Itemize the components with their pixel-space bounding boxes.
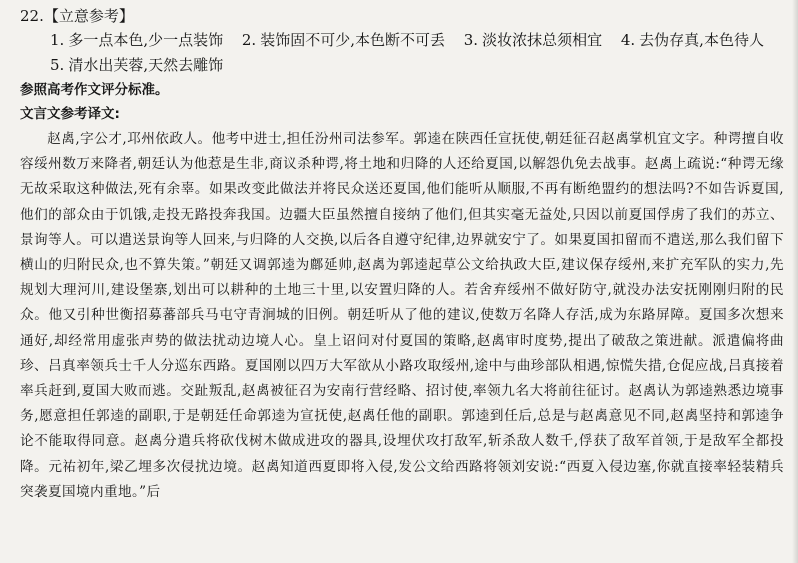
option-item: 1. 多一点本色,少一点装饰: [50, 31, 224, 49]
option-item: 2. 装饰固不可少,本色断不可丢: [241, 31, 445, 49]
reference-note: 参照高考作文评分标准。: [20, 82, 169, 98]
translation-heading: 文言文参考译文:: [20, 106, 120, 122]
option-item: 3. 淡妆浓抹总须相宜: [463, 31, 603, 49]
question-number: 22.: [20, 7, 44, 25]
options-row-1: [50, 28, 788, 53]
options-row-2: [50, 53, 788, 78]
question-heading: [20, 4, 788, 28]
translation-paragraph: 赵禼,字公才,邛州依政人。他考中进士,担任汾州司法参军。郭逵在陕西任宣抚使,朝廷征召赵禼掌机宜文字。种谔擅自收容绥州数万来降者,朝廷认为他惹是生非,商议杀种谔,将土地和归降的人还给夏国,以解怨仇免去战事。赵禼上疏说:“种谔无缘无故采取这种做法,死有余辜。如果改变此做法并将民众送还夏国,他们能听从顺服,不再有断绝盟约的想法吗?不如告诉夏国,他们的部众由于饥饿,走投无路投奔我国。边疆大臣虽然擅自接纳了他们,但其实毫无益处,只因以前夏国俘虏了我们的苏立、景询等人。可以遣送景询等人回来,与归降的人交换,以后各自遵守纪律,边界就安宁了。如果夏国扣留而不遣送,那么我们留下横山的归附民众,也不算失策。”朝廷又调郭逵为鄜延帅,赵禼为郭逵起草公文给执政大臣,建议保存绥州,来扩充军队的实力,先规划大理河川,建设堡寨,划出可以耕种的土地三十里,以安置归降的人。若舍弃绥州不做好防守,就没办法安抚刚刚归附的民众。他又引种世衡招募蕃部兵马屯守青涧城的旧例。朝廷听从了他的建议,使数万名降人存活,成为东路屏障。夏国多次想来通好,却经常用虚张声势的做法扰动边境人心。皇上诏问对付夏国的策略,赵禼审时度势,提出了破敌之策进献。派遣偏将曲珍、吕真率领兵士千人分巡东西路。夏国刚以四万大军欲从小路攻取绥州,途中与曲珍部队相遇,惊慌失措,仓促应战,吕真接着率兵赶到,夏国大败而逃。交趾叛乱,赵禼被征召为安南行营经略、招讨使,率领九名大将前往征讨。赵禼认为郭逵熟悉边境事务,愿意担任郭逵的副职,于是朝廷任命郭逵为宣抚使,赵禼任他的副职。郭逵到任后,总是与赵禼意见不同,赵禼坚持和郭逵争论不能取得同意。赵禼分遣兵将砍伐树木做成进攻的器具,设埋伏攻打敌军,斩杀敌人数千,俘获了敌军首领,于是敌军全都投降。元祐初年,梁乙埋多次侵扰边境。赵禼知道西夏即将入侵,发公文给西路将领刘安说:“西夏入侵边塞,你就直接率轻装精兵突袭夏国境内重地。”后: [20, 131, 784, 500]
option-item: 5. 清水出芙蓉,天然去雕饰: [50, 56, 224, 74]
page-edge-shadow: [792, 0, 798, 563]
theme-options: [20, 28, 788, 78]
question-label: 【立意参考】: [43, 7, 134, 25]
option-item: 4. 去伪存真,本色待人: [620, 31, 764, 49]
